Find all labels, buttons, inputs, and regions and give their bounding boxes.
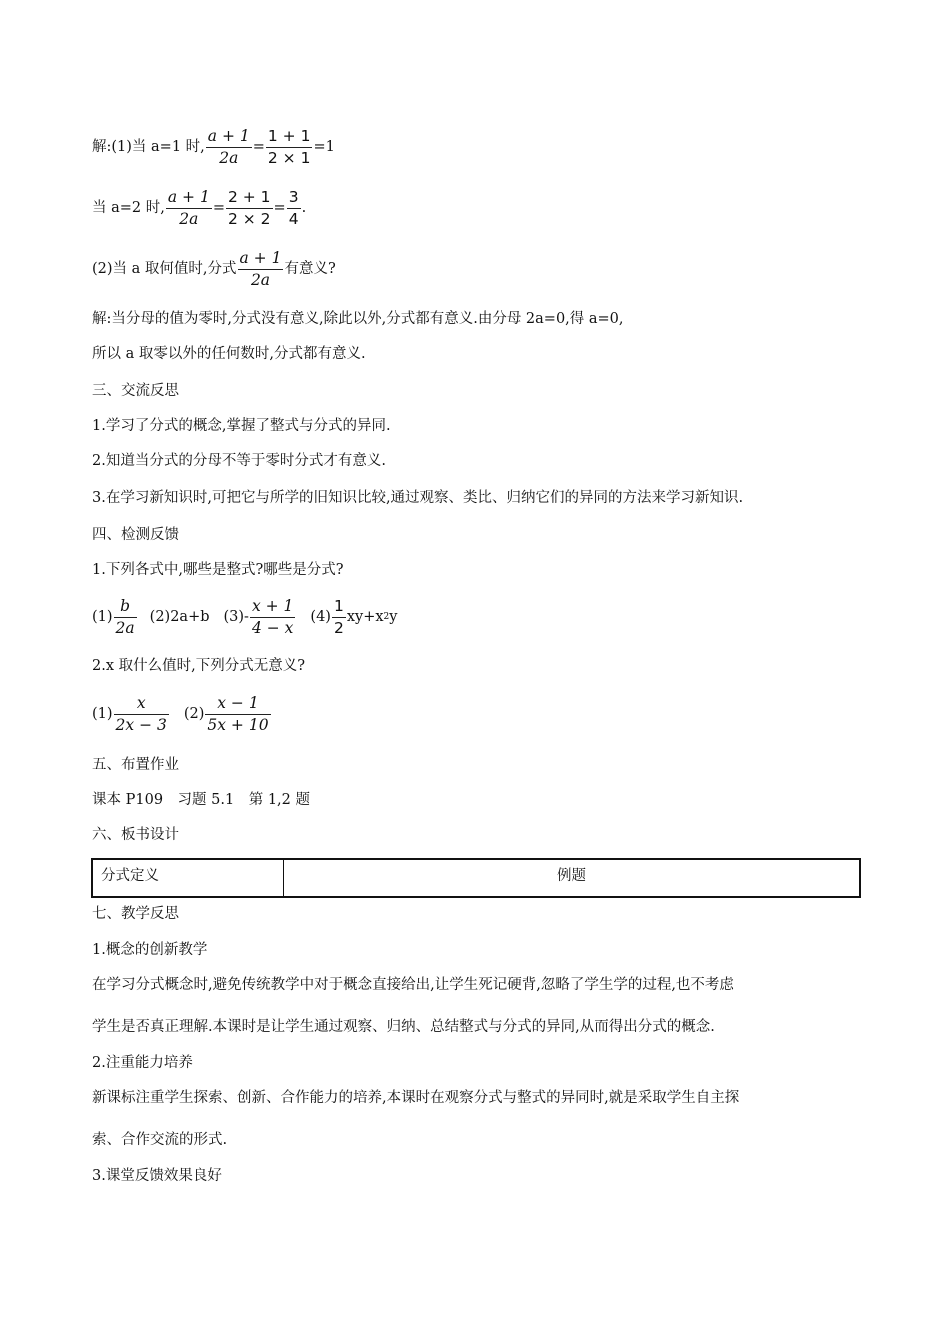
reflection-2-text: 索、合作交流的形式. <box>92 1132 228 1148</box>
exercise-2: 2.x 取什么值时,下列分式无意义? <box>92 658 306 674</box>
section-6-title: 六、板书设计 <box>92 827 179 843</box>
fraction: $\frac{a + 1}{2a}$ <box>207 126 250 167</box>
reflection-2-title: 2.注重能力培养 <box>92 1055 193 1071</box>
homework: 课本 P109 习题 5.1 第 1,2 题 <box>92 792 310 808</box>
answer-2-line-2: 所以 a 取零以外的任何数时,分式都有意义. <box>92 346 366 362</box>
reflection-1-text: 在学习分式概念时,避免传统教学中对于概念直接给出,让学生死记硬背,忽略了学生学的过程,也不考虑 <box>92 977 734 993</box>
section-5-title: 五、布置作业 <box>92 757 179 773</box>
section-3-item: 1.学习了分式的概念,掌握了整式与分式的异同. <box>92 418 391 434</box>
section-3-item: 3.在学习新知识时,可把它与所学的旧知识比较,通过观察、类比、归纳它们的异同的方法来学习新知识. <box>92 490 744 506</box>
section-4-title: 四、检测反馈 <box>92 527 179 543</box>
fraction: $\frac{2 + 1}{2 \times 2}$ <box>227 187 271 228</box>
fraction: $\frac{x}{2x - 3}$ <box>115 693 167 734</box>
board-design-table <box>91 858 861 898</box>
fraction: $\frac{1}{2}$ <box>333 596 344 637</box>
solution-line-1: 解:(1)当 a=1 时, $\frac{a + 1}{2a}$ = $\frac{1 + 1}{2 \times 1}$ =1 <box>92 126 335 167</box>
board-col-examples: 例题 <box>284 859 861 897</box>
fraction: $\frac{a + 1}{2a}$ <box>167 187 210 228</box>
reflection-3-title: 3.课堂反馈效果良好 <box>92 1168 222 1184</box>
solution-line-2: 当 a=2 时, $\frac{a + 1}{2a}$ = $\frac{2 + 1}{2 \times 2}$ = $\frac{3}{4}$ . <box>92 187 307 228</box>
exercise-1-items: (1) $\frac{b}{2a}$ (2)2a+b (3)- $\frac{x + 1}{4 - x}$ (4) $\frac{1}{2}$ xy+x 2 y <box>92 596 398 637</box>
reflection-1-text: 学生是否真正理解.本课时是让学生通过观察、归纳、总结整式与分式的异同,从而得出分式的概念. <box>92 1019 715 1035</box>
fraction: $\frac{1 + 1}{2 \times 1}$ <box>267 126 311 167</box>
answer-2-line-1: 解:当分母的值为零时,分式没有意义,除此以外,分式都有意义.由分母 2a=0,得 a=0, <box>92 311 624 327</box>
exercise-1: 1.下列各式中,哪些是整式?哪些是分式? <box>92 562 344 578</box>
board-col-definition: 分式定义 <box>92 859 284 897</box>
section-3-title: 三、交流反思 <box>92 383 179 399</box>
solution-lead: 解:(1)当 a=1 时, <box>92 139 205 155</box>
reflection-2-text: 新课标注重学生探索、创新、合作能力的培养,本课时在观察分式与整式的异同时,就是采取学生自主探 <box>92 1090 740 1106</box>
fraction: $\frac{x + 1}{4 - x}$ <box>251 596 294 637</box>
fraction: $\frac{3}{4}$ <box>288 187 299 228</box>
section-7-title: 七、教学反思 <box>92 906 179 922</box>
fraction: $\frac{b}{2a}$ <box>115 596 135 637</box>
exercise-2-items: (1) $\frac{x}{2x - 3}$ (2) $\frac{x - 1}{5x + 10}$ <box>92 693 269 734</box>
section-3-item: 2.知道当分式的分母不等于零时分式才有意义. <box>92 453 386 469</box>
fraction: $\frac{a + 1}{2a}$ <box>239 248 282 289</box>
reflection-1-title: 1.概念的创新教学 <box>92 942 208 958</box>
fraction: $\frac{x - 1}{5x + 10}$ <box>207 693 269 734</box>
question-2: (2)当 a 取何值时,分式 $\frac{a + 1}{2a}$ 有意义? <box>92 248 336 289</box>
